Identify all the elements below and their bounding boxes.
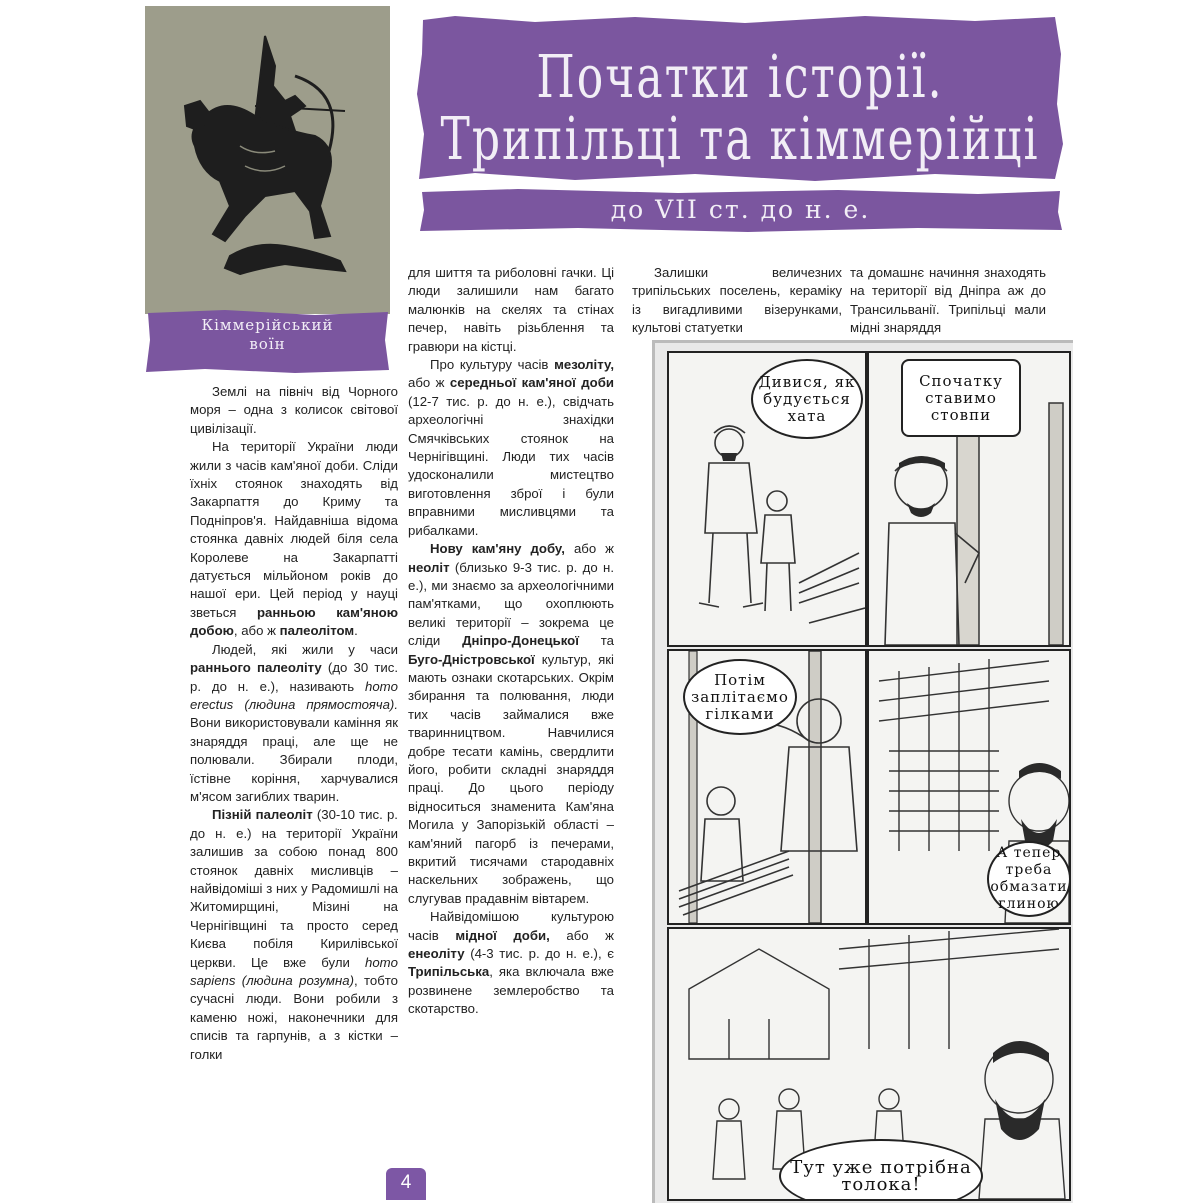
comic-panel-5 (667, 927, 1071, 1201)
paragraph: Пізній палеоліт (30-10 тис. р. до н. е.) на території України залишив за собою понад 800 стоянок давніх мисливців – найвідоміші з них у Радомишлі на Житомирщині, Мізині на Чернігівщині та просто серед Києва побіля Кирилівської церкви. Це вже були homo sapiens (людина розумна), тобто сучасні люди. Вони робили з каменю ножі, наконечники для списів та гарпунів, а з кістки – голки (190, 807, 398, 1062)
text-column-4 (850, 264, 1046, 338)
paragraph: Людей, які жили у часи раннього палеоліту (до 30 тис. р. до н. е.), називають homo erectus (людина прямостояча). Вони використовували каміння як знаряддя праці, але ще не полювали. Збирали плоди, їстівне коріння, харчувалися м'ясом загиблих тварин. (190, 641, 398, 804)
caption-banner (145, 310, 390, 374)
horse-archer-drawing (145, 6, 390, 314)
image-caption: Кіммерійський воїн (201, 316, 334, 353)
cimmerian-warrior-illustration (145, 6, 390, 314)
title-banner (415, 14, 1065, 184)
speech-bubble-2: Спочатку ставимо стовпи (901, 359, 1021, 437)
title-line-2: Трипільці та кіммерійці (440, 105, 1040, 174)
page-number: 4 (386, 1168, 426, 1200)
paragraph: Залишки величезних трипільських поселень, кераміку із вигадливими візерунками, культові статуетки (632, 265, 842, 336)
date-banner (418, 188, 1063, 233)
comic-panel-2 (867, 351, 1071, 647)
comic-panel-1 (667, 351, 867, 647)
text-column-3 (632, 264, 842, 338)
paragraph: Найвідомішою культурою часів мідної доби, або ж енеоліту (4-3 тис. р. до н. е.), є Трипільська, яка включала вже розвинене землеробство та скотарство. (408, 909, 615, 1017)
speech-bubble-1: Дивися, як будується хата (751, 359, 863, 439)
speech-bubble-4: А тепер треба обмазати глиною (987, 841, 1071, 917)
text-column-1 (190, 383, 398, 1064)
comic-panel-3 (667, 649, 867, 925)
comic-strip (652, 340, 1073, 1203)
paragraph: Про культуру часів мезоліту, або ж середньої кам'яної доби (12-7 тис. р. до н. е.), свідчать археологічні знахідки Смячківських стоянок на Чернігівщині. Люди тих часів удосконалили мистецтво виготовлення зброї і були вправними мисливцями та рибалками. (408, 357, 614, 538)
paragraph: та домашнє начиння знаходять на території від Дніпра аж до Трансильванії. Трипільці мали мідні знаряддя (850, 265, 1046, 336)
paragraph: для шиття та риболовні гачки. Ці люди залишили нам багато малюнків на скелях та стінах печер, навіть різьблення та гравюри на кістці. (408, 265, 614, 354)
comic-panel-4 (867, 649, 1071, 925)
paragraph: Нову кам'яну добу, або ж неоліт (близько 9-3 тис. р. до н. е.), ми знаємо за археологічними пам'ятками, що охоплюють великі території – зокрема це сліди Дніпро-Донецької та Буго-Дністровської культур, які мають ознаки скотарських. Окрім збирання та полювання, люди тих часів займалися вже тваринництвом. Навчилися добре тесати камінь, свердлити його, робити складні знаряддя праці. До цього періоду відноситься знаменита Кам'яна Могила у Запорізькій області – кам'яний пагорб із печерами, вкритий тисячами стародавніх наскельних зображень, що слугував прадавнім вівтарем. (408, 541, 615, 906)
speech-bubble-5: Тут уже потрібна толока! (779, 1139, 983, 1201)
paragraph: На території України люди жили з часів кам'яної доби. Сліди їхніх стоянок знаходять від Закарпаття до Криму та Подніпров'я. Найдавніша відома стоянка давніх людей біля села Королеве на Закарпатті датується мільйоном років до нашої ери. Цей період у науці зветься ранньою кам'яною добою, або ж палеолітом. (190, 439, 398, 639)
date-range: до VII ст. до н. е. (610, 195, 871, 224)
speech-bubble-3: Потім заплітаємо гілками (683, 659, 797, 735)
paragraph: Землі на північ від Чорного моря – одна з колисок світової цивілізації. (190, 384, 398, 436)
text-column-2 (408, 264, 614, 1019)
title-line-1: Початки історії. (536, 43, 944, 112)
